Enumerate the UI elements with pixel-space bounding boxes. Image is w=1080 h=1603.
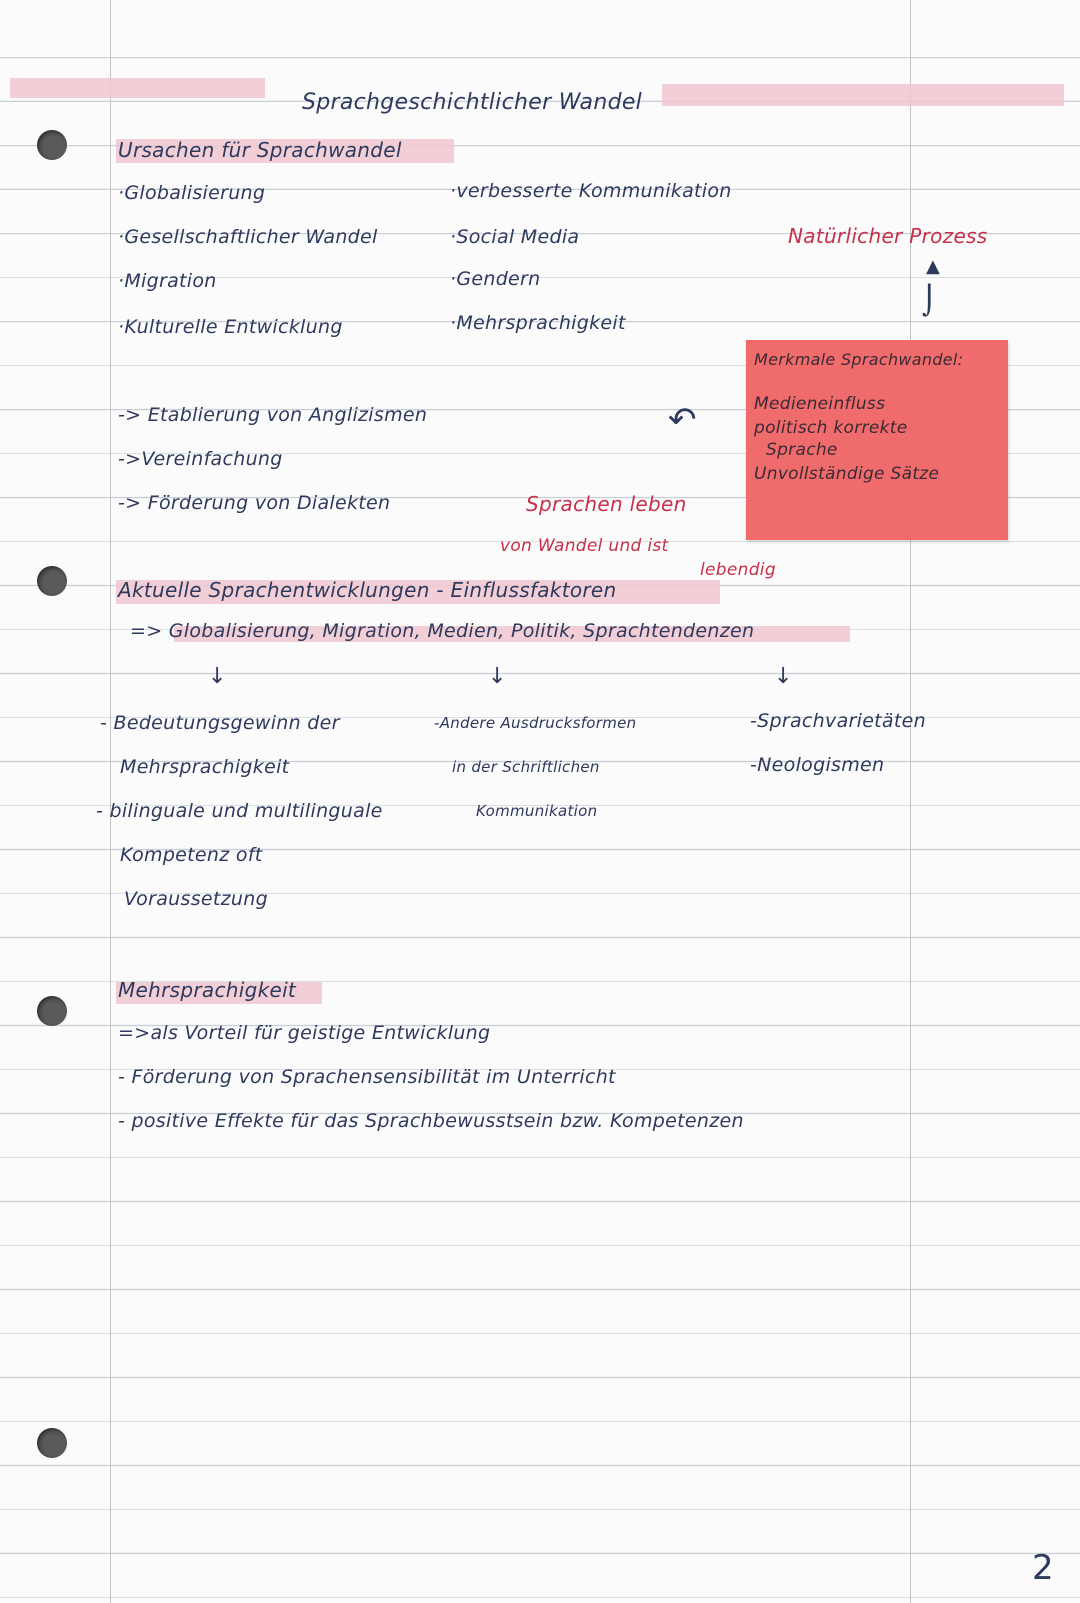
cause-item: ·Gendern: [450, 268, 541, 290]
arrow-down-icon: ↓: [488, 664, 507, 689]
multilingual-line: - positive Effekte für das Sprachbewusstsein bzw. Kompetenzen: [118, 1110, 744, 1132]
cause-item: ·Gesellschaftlicher Wandel: [118, 226, 378, 248]
note-line: Unvollständige Sätze: [754, 464, 940, 484]
factor-detail: - Bedeutungsgewinn der: [100, 712, 340, 734]
current-heading: Aktuelle Sprachentwicklungen - Einflussfaktoren: [118, 578, 617, 602]
factor-detail: - bilinguale und multilinguale: [96, 800, 383, 822]
cause-item: ·verbesserte Kommunikation: [450, 180, 732, 202]
result-item: -> Förderung von Dialekten: [118, 492, 391, 514]
title-highlight-right: [662, 84, 1064, 106]
languages-live-text: von Wandel und ist: [500, 536, 669, 556]
factor-detail: Kompetenz oft: [120, 844, 263, 866]
languages-live-text: Sprachen leben: [526, 492, 687, 516]
factor-detail: Kommunikation: [476, 802, 598, 820]
cause-item: ·Social Media: [450, 226, 580, 248]
causes-heading: Ursachen für Sprachwandel: [118, 138, 402, 162]
factor-detail: Mehrsprachigkeit: [120, 756, 290, 778]
arrow-down-icon: ↓: [208, 664, 227, 689]
factor-detail: Voraussetzung: [124, 888, 268, 910]
punch-hole: [37, 996, 67, 1026]
factor-detail: -Andere Ausdrucksformen: [434, 714, 637, 732]
note-line: Sprache: [766, 440, 838, 460]
punch-hole: [37, 1428, 67, 1458]
multilingual-line: - Förderung von Sprachensensibilität im Unterricht: [118, 1066, 616, 1088]
punch-hole: [37, 566, 67, 596]
cause-item: ·Kulturelle Entwicklung: [118, 316, 343, 338]
result-item: ->Vereinfachung: [118, 448, 283, 470]
arrow-up-icon: ▲: [926, 256, 940, 277]
sticky-note: [746, 340, 1008, 540]
page-title: Sprachgeschichtlicher Wandel: [302, 90, 643, 115]
multilingual-line: =>als Vorteil für geistige Entwicklung: [118, 1022, 491, 1044]
punch-hole: [37, 130, 67, 160]
multilingual-heading: Mehrsprachigkeit: [118, 978, 297, 1002]
languages-live-text: lebendig: [700, 560, 776, 580]
page-number: 2: [1032, 1548, 1054, 1588]
cause-item: ·Mehrsprachigkeit: [450, 312, 626, 334]
factor-detail: in der Schriftlichen: [452, 758, 600, 776]
note-line: politisch korrekte: [754, 418, 908, 438]
curved-line-icon: ⌡: [922, 284, 937, 317]
curved-arrow-icon: ↶: [668, 400, 697, 440]
title-highlight-left: [10, 78, 265, 98]
cause-item: ·Migration: [118, 270, 217, 292]
note-line: Medieneinfluss: [754, 394, 886, 414]
factor-detail: -Neologismen: [750, 754, 885, 776]
result-item: -> Etablierung von Anglizismen: [118, 404, 428, 426]
natural-process-label: Natürlicher Prozess: [788, 224, 988, 248]
factor-detail: -Sprachvarietäten: [750, 710, 926, 732]
note-title: Merkmale Sprachwandel:: [754, 350, 964, 369]
arrow-down-icon: ↓: [774, 664, 793, 689]
cause-item: ·Globalisierung: [118, 182, 266, 204]
factors-line: => Globalisierung, Migration, Medien, Politik, Sprachtendenzen: [130, 620, 755, 642]
